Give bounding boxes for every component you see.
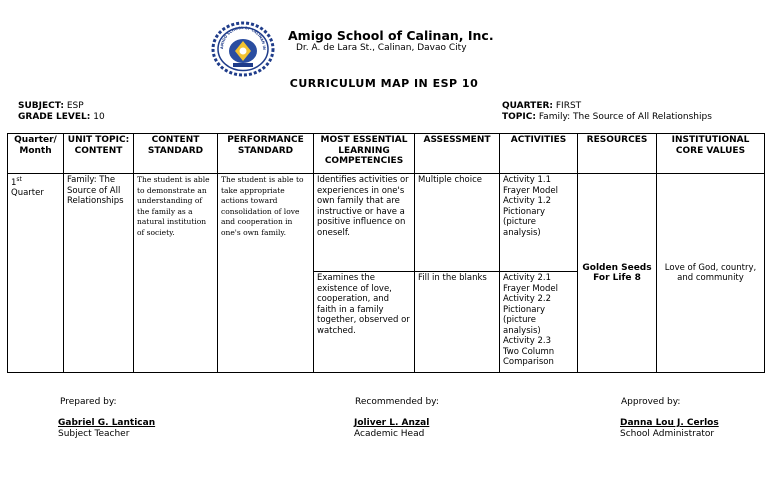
- recommended-by-label: Recommended by:: [355, 397, 439, 407]
- approved-by-title: School Administrator: [620, 429, 715, 439]
- melc-cell-2: Examines the existence of love, cooperation, and faith in a family together, observed or watched.: [314, 272, 415, 373]
- subject-value: ESP: [66, 101, 84, 111]
- unit-topic-cell: Family: The Source of All Relationships: [64, 174, 134, 373]
- topic-line: [502, 112, 712, 124]
- performance-standard-cell: The student is able to take appropriate actions toward consolidation of love and cooperation in one's own family.: [218, 174, 314, 373]
- melc-cell-1: Identifies activities or experiences in one's own family that are instructive or have a positive influence on oneself.: [314, 174, 415, 272]
- header-content-standard: CONTENT STANDARD: [134, 134, 218, 174]
- seal-ring-text: AMIGO SCHOOL OF CALINAN IN: [219, 25, 267, 50]
- grade-level-line: [18, 112, 105, 124]
- school-seal-logo: [211, 21, 275, 77]
- subject-line: [18, 101, 84, 113]
- curriculum-map-table: [7, 133, 765, 373]
- approved-by-name: Danna Lou J. Cerlos: [620, 418, 719, 428]
- quarter-line: [502, 101, 581, 113]
- core-values-cell: Love of God, country, and community: [657, 174, 765, 373]
- header-resources: RESOURCES: [578, 134, 657, 174]
- quarter-value: FIRST: [555, 101, 582, 111]
- header-assessment: ASSESSMENT: [415, 134, 500, 174]
- header-performance-standard: PERFORMANCE STANDARD: [218, 134, 314, 174]
- topic-value: Family: The Source of All Relationships: [538, 112, 712, 122]
- header-activities: ACTIVITIES: [500, 134, 578, 174]
- topic-label: TOPIC:: [502, 112, 536, 122]
- prepared-by-name: Gabriel G. Lantican: [58, 418, 156, 428]
- activities-cell-1: Activity 1.1 Frayer Model Activity 1.2 Pictionary (picture analysis): [500, 174, 578, 272]
- recommended-by-name: Joliver L. Anzal: [354, 418, 430, 428]
- assessment-cell-2: Fill in the blanks: [415, 272, 500, 373]
- quarter-label: QUARTER:: [502, 101, 553, 111]
- header-quarter: Quarter/ Month: [8, 134, 64, 174]
- grade-level-value: 10: [93, 112, 105, 122]
- assessment-cell-1: Multiple choice: [415, 174, 500, 272]
- quarter-ordinal: st: [16, 176, 22, 183]
- table-header-row: [8, 134, 765, 174]
- header-melc: MOST ESSENTIAL LEARNING COMPETENCIES: [314, 134, 415, 174]
- header-unit-topic: UNIT TOPIC: CONTENT: [64, 134, 134, 174]
- prepared-by-label: Prepared by:: [60, 397, 117, 407]
- document-title: CURRICULUM MAP IN ESP 10: [289, 77, 479, 90]
- school-name: Amigo School of Calinan, Inc.: [288, 28, 494, 43]
- activities-cell-2: Activity 2.1 Frayer Model Activity 2.2 Pictionary (picture analysis) Activity 2.3 Two Column Comparison: [500, 272, 578, 373]
- grade-level-label: GRADE LEVEL:: [18, 112, 91, 122]
- quarter-word: Quarter: [11, 188, 44, 199]
- approved-by-label: Approved by:: [621, 397, 681, 407]
- prepared-by-title: Subject Teacher: [58, 429, 130, 439]
- recommended-by-title: Academic Head: [354, 429, 425, 439]
- table-row: [8, 174, 765, 272]
- resources-cell: Golden Seeds For Life 8: [578, 174, 657, 373]
- school-address: Dr. A. de Lara St., Calinan, Davao City: [296, 43, 467, 53]
- content-standard-cell: The student is able to demonstrate an understanding of the family as a natural institution of society.: [134, 174, 218, 373]
- subject-label: SUBJECT:: [18, 101, 64, 111]
- quarter-cell: [8, 174, 64, 373]
- header-core-values: INSTITUTIONAL CORE VALUES: [657, 134, 765, 174]
- quarter-number: 1: [11, 177, 17, 188]
